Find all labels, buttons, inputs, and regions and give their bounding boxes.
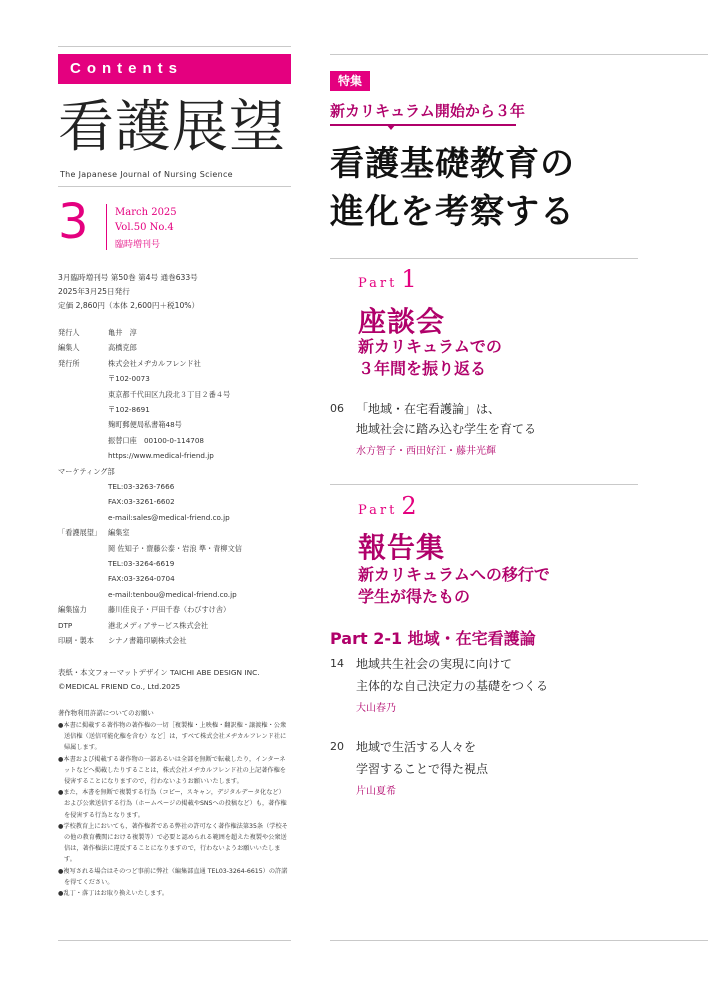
credit-key: 発行人	[58, 328, 80, 337]
credit-key: 編集協力	[58, 605, 87, 615]
feature-title-line2: 進化を考察する	[330, 192, 575, 232]
part1-title: 座談会	[358, 305, 446, 338]
part2-word: Part	[358, 503, 398, 518]
credit-key: 編集人	[58, 343, 80, 353]
issue-volume: Vol.50 No.4	[115, 222, 174, 233]
credit-value: FAX:03-3264-0704	[108, 574, 175, 584]
credit-value: 藤川佳良子・戸田千春（わびすけ舎）	[108, 605, 231, 615]
meta-line: 定価 2,860円（本体 2,600円＋税10%）	[58, 301, 200, 310]
issue-date: March 2025	[115, 207, 177, 218]
copyright: ©MEDICAL FRIEND Co., Ltd.2025	[58, 682, 181, 691]
article-author: 片山夏希	[356, 786, 396, 797]
issue-extra: 臨時増刊号	[115, 240, 161, 250]
part2-number: 2	[401, 492, 417, 520]
magazine-subtitle: The Japanese Journal of Nursing Science	[60, 170, 233, 179]
copyright-note: ●また，本書を無断で複製する行為（コピー，スキャン，デジタルデータ化など）および公衆送信する行為（ホームページの掲載やSNSへの投稿など）も，著作権を侵害する行為となります。	[58, 789, 287, 819]
article-title-line1[interactable]: 「地域・在宅看護論」は、	[356, 402, 501, 416]
part2-desc-line1: 新カリキュラムへの移行で	[358, 565, 550, 584]
article-author: 大山春乃	[356, 703, 396, 714]
article-page-number: 06	[330, 402, 344, 415]
credit-key: 発行所	[58, 358, 80, 368]
part2-desc-line2: 学生が得たもの	[358, 587, 471, 606]
subtitle-rule	[58, 186, 291, 187]
copyright-title: 著作物利用許諾についてのお願い	[58, 709, 154, 717]
part1-desc-line1: 新カリキュラムでの	[358, 337, 502, 356]
copyright-note: ●本書に掲載する著作物の著作権の一切［複製権・上映権・翻訳権・譲渡権・公衆送信権（送信可能化権を含む）など］は，すべて株式会社メヂカルフレンド社に帰属します。	[58, 722, 287, 752]
article-title-line1[interactable]: 地域共生社会の実現に向けて	[356, 657, 513, 671]
top-left-rule	[58, 46, 291, 47]
article-authors: 水方智子・西田好江・藤井光輝	[356, 446, 496, 457]
part1-desc-line2: ３年間を振り返る	[358, 359, 487, 378]
credit-value: 振替口座 00100-0-114708	[108, 435, 204, 445]
copyright-notes	[58, 720, 290, 899]
credit-key: マーケティング部	[58, 466, 115, 476]
credit-value: 高橋克郎	[108, 343, 137, 353]
copyright-note: ●本書および掲載する著作物の一部あるいは全部を無断で転載したり，インターネットなどへ掲載したりすることは，株式会社メヂカルフレンド社の上記著作権を侵害することになりますので，行わないようお願いいたします。	[58, 755, 286, 786]
credit-value: 株式会社メヂカルフレンド社	[108, 358, 201, 368]
feature-subtitle-notch	[386, 124, 396, 130]
feature-title-line1: 看護基礎教育の	[330, 144, 575, 184]
feature-badge: 特集	[330, 71, 370, 91]
credit-value: シナノ書籍印刷株式会社	[108, 636, 187, 645]
credit-value: 東京都千代田区九段北３丁目２番４号	[108, 389, 231, 399]
credit-value: 〒102-8691	[108, 405, 150, 414]
article-title-line2[interactable]: 主体的な自己決定力の基礎をつくる	[356, 679, 549, 693]
part2-label	[358, 492, 417, 520]
feature-subtitle-underline	[330, 124, 516, 126]
bottom-right-rule	[330, 940, 708, 941]
credit-value: TEL:03-3263-7666	[108, 482, 175, 491]
article-page-number: 20	[330, 740, 344, 753]
magazine-title: 看護展望	[58, 95, 286, 160]
article-page-number: 14	[330, 657, 344, 670]
meta-line: 2025年3月25日発行	[58, 287, 130, 296]
part1-label	[358, 265, 417, 293]
design-credit: 表紙・本文フォーマットデザイン TAICHI ABE DESIGN INC.	[58, 668, 260, 677]
credit-value: 岡 佐知子・齋藤公泰・岩浪 準・青柳文信	[108, 543, 242, 553]
meta-line: 3月臨時増刊号 第50巻 第4号 通巻633号	[58, 273, 198, 282]
copyright-note: ●乱丁・落丁はお取り換えいたします。	[58, 890, 169, 898]
credit-value: 編集室	[108, 528, 130, 538]
article-title-line2[interactable]: 地域社会に踏み込む学生を育てる	[356, 422, 537, 436]
issue-number: 3	[58, 194, 89, 250]
credit-value: FAX:03-3261-6602	[108, 497, 175, 507]
copyright-note: ●複写される場合はそのつど事前に弊社（編集部直通 TEL03-3264-6615）の許諾を得てください。	[58, 867, 288, 886]
credit-value: 麹町郵便局私書箱48号	[108, 420, 182, 430]
feature-subtitle: 新カリキュラム開始から３年	[330, 102, 525, 120]
credit-value: 港北メディアサービス株式会社	[108, 620, 209, 630]
credit-value[interactable]: e-mail:tenbou@medical-friend.co.jp	[108, 589, 237, 599]
section-heading: Part 2-1 地域・在宅看護論	[330, 629, 536, 648]
copyright-note: ●学校教育上においても，著作権者である弊社の許可なく著作権法第35条（学校その他の教育機関における複製等）で必要と認められる範囲を超えた複製や公衆送信は，著作権法に違反することになりますので，行わないようお願いいたします。	[58, 822, 288, 864]
article-title-line2[interactable]: 学習することで得た視点	[356, 762, 489, 776]
credit-key: 印刷・製本	[58, 636, 94, 645]
article-title-line1[interactable]: 地域で生活する人々を	[356, 740, 477, 754]
part2-title: 報告集	[358, 531, 446, 564]
credit-value[interactable]: https://www.medical-friend.jp	[108, 451, 214, 461]
credit-value[interactable]: e-mail:sales@medical-friend.co.jp	[108, 512, 230, 522]
top-right-rule	[330, 54, 708, 55]
credit-key: 「看護展望」	[58, 528, 102, 538]
credit-value: TEL:03-3264-6619	[108, 559, 175, 568]
contents-label: Contents	[58, 54, 291, 84]
part1-word: Part	[358, 276, 398, 291]
part1-number: 1	[401, 265, 417, 293]
credit-key: DTP	[58, 620, 73, 630]
bottom-left-rule	[58, 940, 291, 941]
part1-rule	[330, 258, 638, 259]
credit-value: 亀井 淳	[108, 328, 137, 337]
part2-rule	[330, 484, 638, 485]
issue-divider	[106, 204, 107, 250]
credit-value: 〒102-0073	[108, 374, 150, 384]
